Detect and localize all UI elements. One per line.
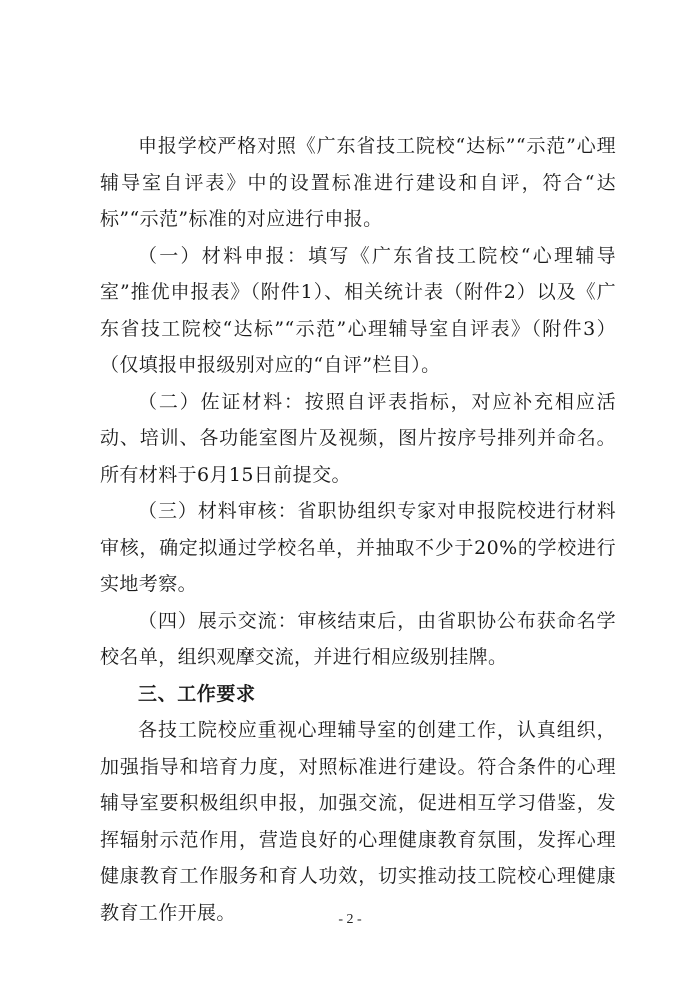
paragraph-work-requirements: 各技工院校应重视心理辅导室的创建工作，认真组织，加强指导和培育力度，对照标准进行建设。符合条件的心理辅导室要积极组织申报，加强交流，促进相互学习借鉴，发挥辐射示范作用，营造良好的心理健康教育氛围，发挥心理健康教育工作服务和育人功效，切实推动技工院校心理健康教育工作开展。 (100, 719, 616, 924)
paragraph-exhibition-exchange: （四）展示交流：审核结束后，由省职协公布获命名学校名单，组织观摩交流，并进行相应级别挂牌。 (100, 609, 616, 668)
paragraph-application-standard: 申报学校严格对照《广东省技工院校“达标”“示范”心理辅导室自评表》中的设置标准进行建设和自评，符合“达标”“示范”标准的对应进行申报。 (100, 135, 616, 230)
section-heading-work-requirements: 三、工作要求 (138, 682, 256, 705)
document-body (100, 128, 616, 931)
page-number: - 2 - (338, 912, 362, 927)
paragraph-supporting-materials: （二）佐证材料：按照自评表指标，对应补充相应活动、培训、各功能室图片及视频，图片按序号排列并命名。所有材料于6月15日前提交。 (100, 390, 616, 486)
paragraph-material-application: （一）材料申报：填写《广东省技工院校“心理辅导室”推优申报表》（附件1）、相关统计表（附件2）以及《广东省技工院校“达标”“示范”心理辅导室自评表》（附件3）（仅填报申报级别对应的“自评”栏目）。 (100, 244, 616, 376)
paragraph-material-review: （三）材料审核：省职协组织专家对申报院校进行材料审核，确定拟通过学校名单，并抽取不少于20%的学校进行实地考察。 (100, 500, 616, 595)
